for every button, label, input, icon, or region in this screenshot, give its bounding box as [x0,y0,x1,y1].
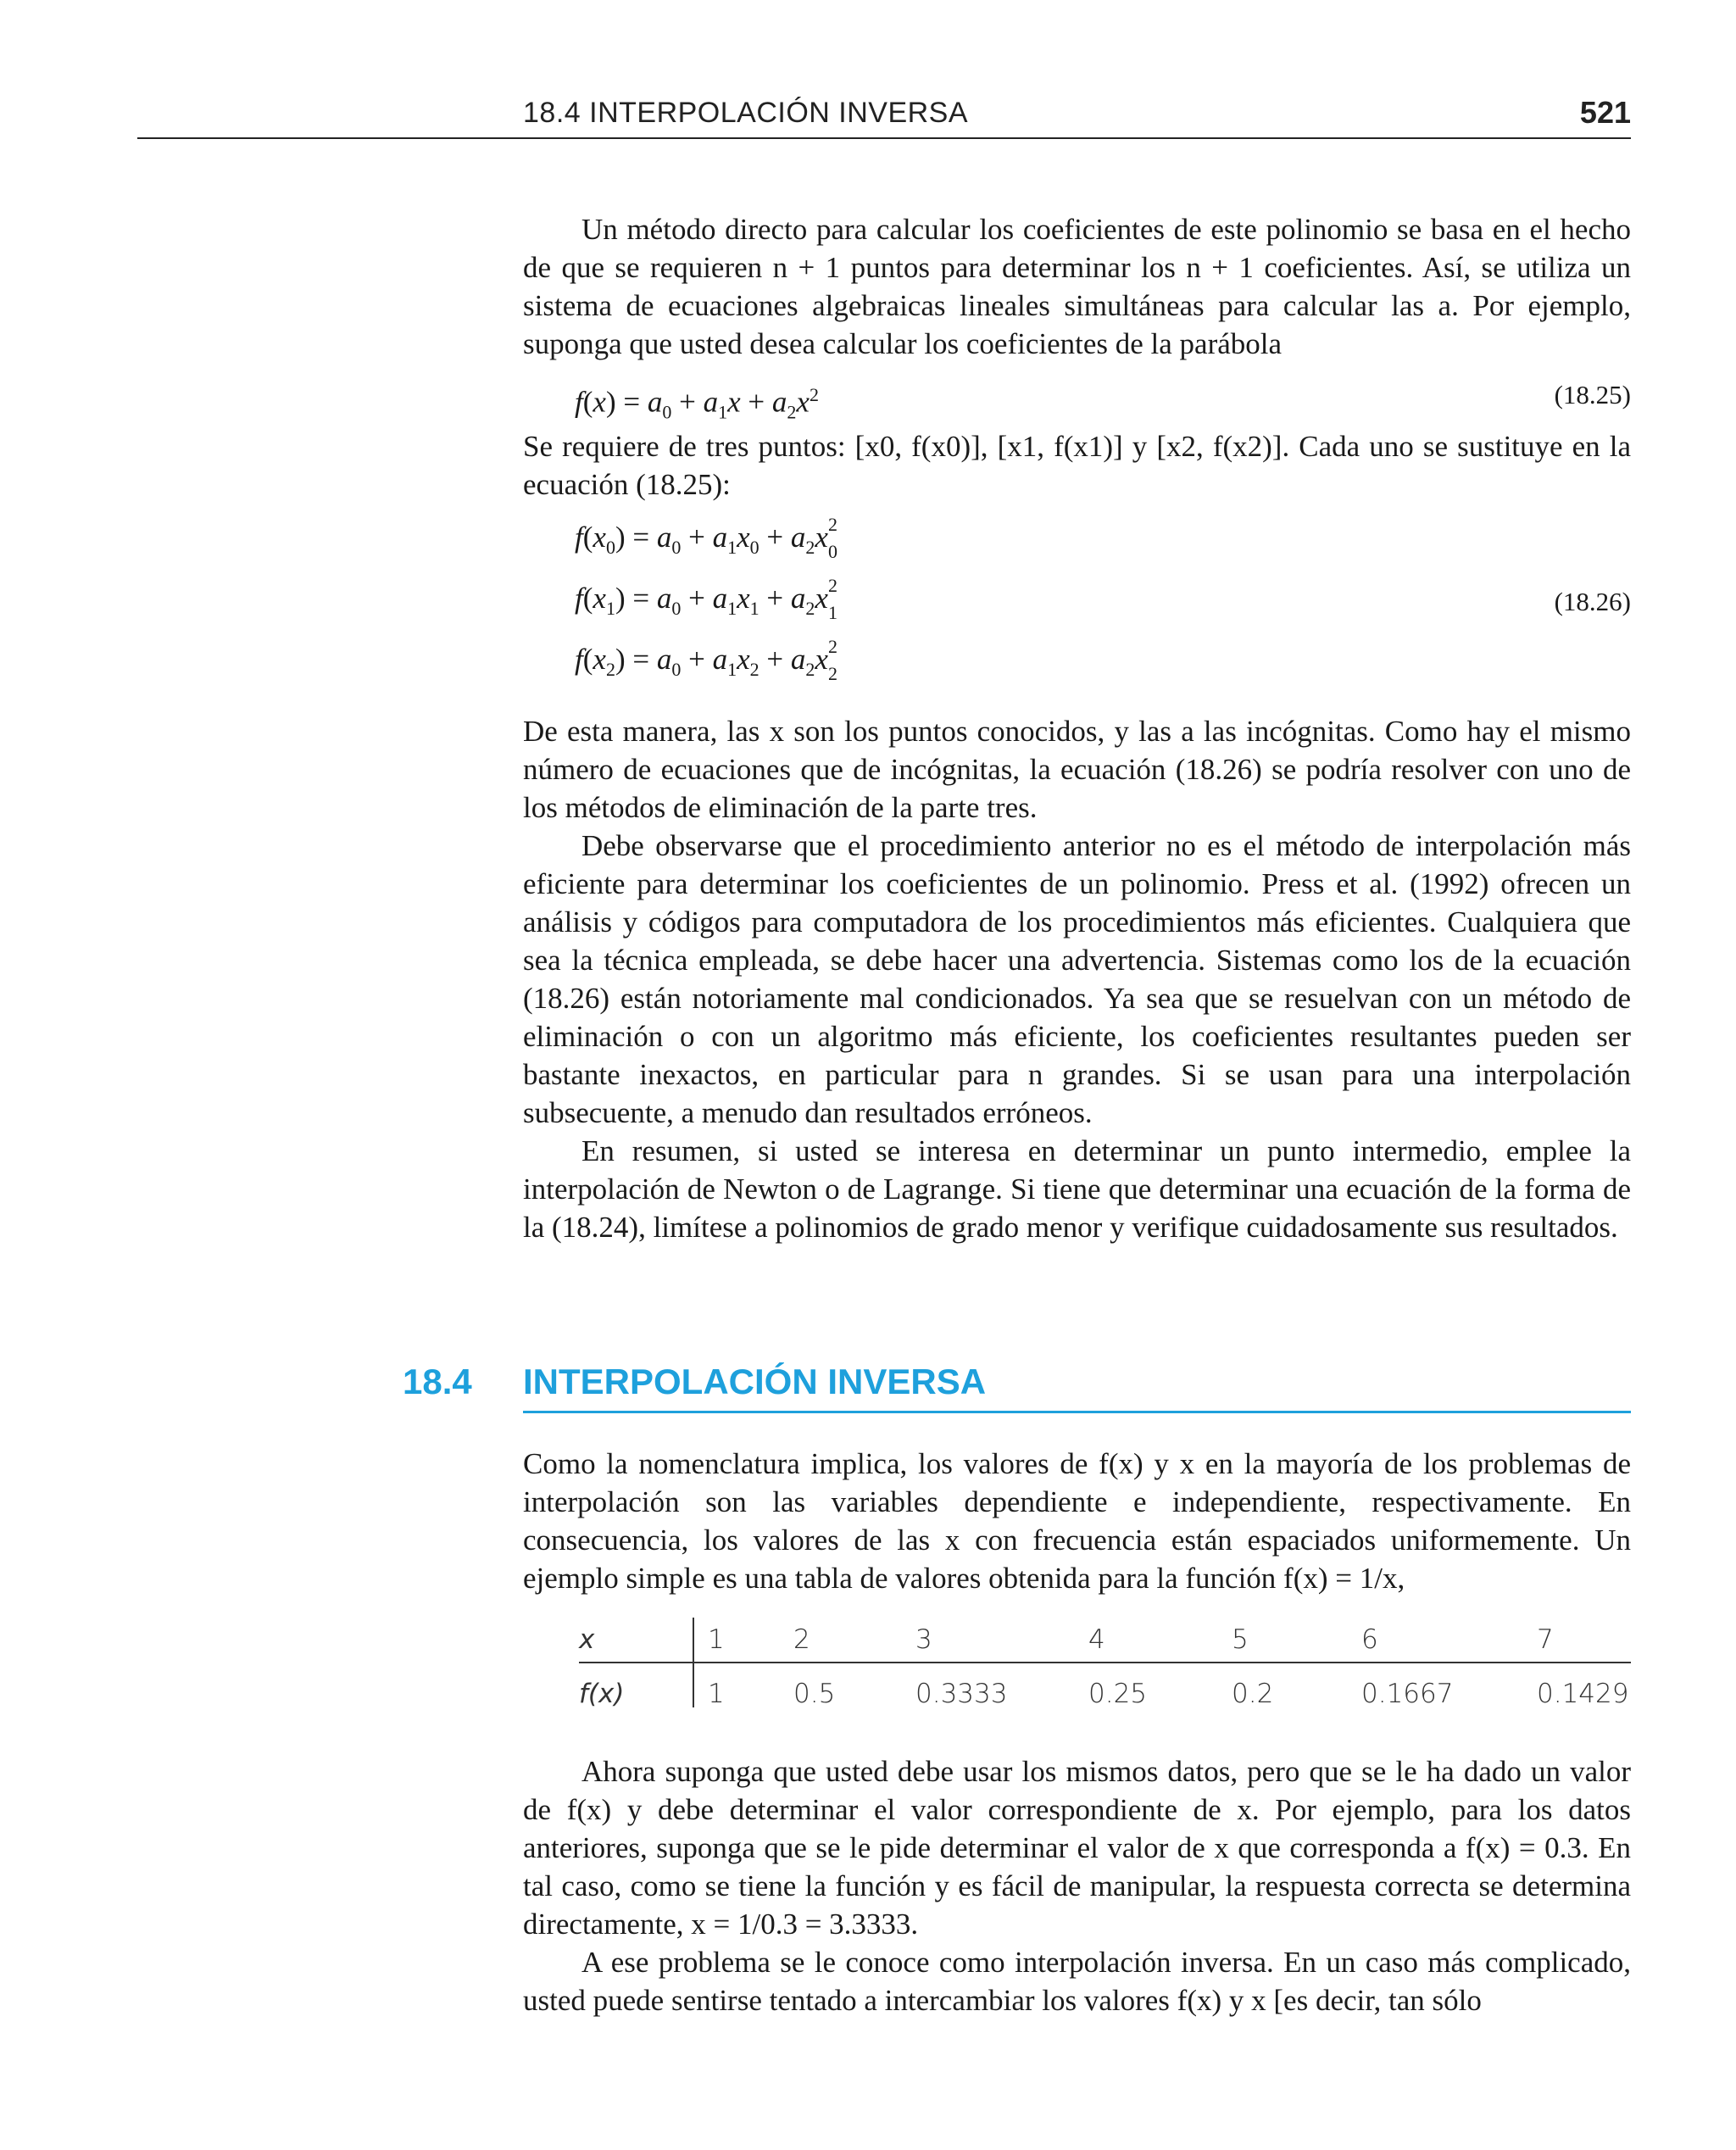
table-row-label-x: x [579,1624,595,1655]
running-header [137,95,1631,139]
page-number: 521 [1579,95,1631,130]
equation-18-26-number: (18.26) [1554,587,1631,616]
table-cell-x-6: 6 [1361,1624,1378,1655]
equation-18-25-expression: $f(x) = a_0 + a_1x + a_2x^2$ [575,384,819,423]
paragraph-1: Un método directo para calcular los coeficientes de este polinomio se basa en el hecho de que se requieren n + 1 puntos para determinar los n + 1 coeficientes. Así, se utiliza un sistema de ecuaciones algebraicas lineales simultáneas para calcular las a. Por ejemplo, suponga que usted desea calcular los coeficientes de la parábola [523,213,1631,360]
table-row-label-fx: f(x) [579,1679,625,1709]
body-column-bottom [523,1752,1631,2019]
values-table [579,1618,1631,1711]
equation-18-26-line-2: $f(x_1) = a_0 + a_1x_1 + a_2x$ 2 1 [575,575,837,623]
paragraph-7: Ahora suponga que usted debe usar los mismos datos, pero que se le ha dado un valor de f(x) y debe determinar el valor correspondiente de x. Por ejemplo, para los datos anteriores, suponga que se le pide determinar el valor de x que corresponda a f(x) = 0.3. En tal caso, como se tiene la función y es fácil de manipular, la respuesta correcta se determina directamente, x = 1/0.3 = 3.3333. [523,1755,1631,1941]
table-cell-x-4: 4 [1088,1624,1105,1655]
paragraph-6: Como la nomenclatura implica, los valores de f(x) y x en la mayoría de los problemas de interpolación son las variables dependiente e independiente, respectivamente. En consecuencia, los valores de las x con frecuencia están espaciados uniformemente. Un ejemplo simple es una tabla de valores obtenida para la función f(x) = 1/x, [523,1447,1631,1595]
table-cell-x-3: 3 [915,1624,932,1655]
table-cell-fx-2: 0.5 [793,1679,836,1709]
section-number: 18.4 [403,1362,472,1401]
table-cell-fx-5: 0.2 [1232,1679,1274,1709]
paragraph-4: Debe observarse que el procedimiento anterior no es el método de interpolación más eficiente para determinar los coeficientes de un polinomio. Press et al. (1992) ofrecen un análisis y códigos para computadora de los procedimientos más eficientes. Cualquiera que sea la técnica empleada, se debe hacer una advertencia. Sistemas como los de la ecuación (18.26) están notoriamente mal condicionados. Ya sea que se resuelvan con un método de eliminación o con un algoritmo más eficiente, los coeficientes resultantes pueden ser bastante inexactos, en particular para n grandes. Si se usan para una interpolación subsecuente, a menudo dan resultados erróneos. [523,829,1631,1129]
table-cell-fx-7: 0.1429 [1537,1679,1629,1709]
table-cell-fx-1: 1 [708,1679,725,1709]
table-cell-x-2: 2 [793,1624,810,1655]
equation-18-26 [523,514,1631,700]
equation-18-25-number: (18.25) [1554,380,1631,409]
table-cell-fx-6: 0.1667 [1361,1679,1454,1709]
section-title: INTERPOLACIÓN INVERSA [523,1362,1631,1413]
paragraph-5: En resumen, si usted se interesa en determinar un punto intermedio, emplee la interpolación de Newton o de Lagrange. Si tiene que determinar una ecuación de la forma de la (18.24), limítese a polinomios de grado menor y verifique cuidadosamente sus resultados. [523,1134,1631,1244]
paragraph-8: A ese problema se le conoce como interpolación inversa. En un caso más complicado, usted puede sentirse tentado a intercambiar los valores f(x) y x [es decir, tan sólo [523,1946,1631,2017]
table-cell-x-1: 1 [708,1624,725,1655]
table-cell-x-5: 5 [1232,1624,1249,1655]
table-cell-fx-3: 0.3333 [915,1679,1008,1709]
paragraph-3: De esta manera, las x son los puntos conocidos, y las a las incógnitas. Como hay el mismo número de ecuaciones que de incógnitas, la ecuación (18.26) se podría resolver con uno de los métodos de eliminación de la parte tres. [523,715,1631,824]
table-cell-fx-4: 0.25 [1088,1679,1148,1709]
table-horizontal-rule [579,1662,1631,1663]
equation-18-26-line-1: $f(x_0) = a_0 + a_1x_0 + a_2x$ 2 0 [575,514,837,562]
equation-18-26-line-3: $f(x_2) = a_0 + a_1x_2 + a_2x$ 2 2 [575,636,837,684]
equation-18-25 [523,370,1631,421]
table-cell-x-7: 7 [1537,1624,1554,1655]
body-column-section [523,1445,1631,1597]
paragraph-2: Se requiere de tres puntos: [x0, f(x0)], [x1, f(x1)] y [x2, f(x2)]. Cada uno se sustituye en la ecuación (18.25): [523,430,1631,501]
body-column-top [523,210,1631,1246]
running-header-section: 18.4 INTERPOLACIÓN INVERSA [523,97,969,129]
